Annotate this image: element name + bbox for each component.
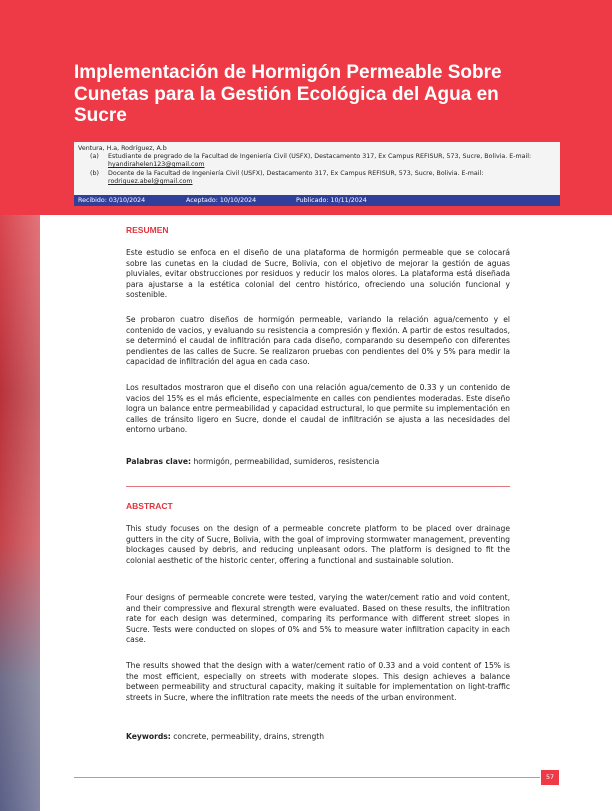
resumen-paragraph-1: Este estudio se enfoca en el diseño de una plataforma de hormigón permeable que se colocará sobre las cunetas en la ciudad de Sucre, Bolivia, con el objetivo de mejorar la gestión de aguas pluviales, evitar obstrucciones por residuos y reducir los malos olores. La plataforma está diseñada para ajustarse a la estética colonial del centro histórico, ofreciendo una solución funcional y sostenible. <box>126 248 510 300</box>
section-divider <box>126 486 510 487</box>
affiliation-label: (a) <box>90 153 99 161</box>
abstract-paragraph-2: Four designs of permeable concrete were tested, varying the water/cement ratio and void content, and their compressive and flexural strength were evaluated. Based on these results, the infiltration rate for each design was determined, comparing its performance with different street slopes in Sucre. Tests were conducted on slopes of 0% and 5% to measure water infiltration capacity in each case. <box>126 593 510 645</box>
published-date: Publicado: 10/11/2024 <box>296 197 367 204</box>
keywords-text: concrete, permeability, drains, strength <box>173 732 325 741</box>
abstract-heading: ABSTRACT <box>126 501 173 511</box>
email-link[interactable]: rodriguez.abel@gmail.com <box>108 177 193 185</box>
keywords-label: Palabras clave: <box>126 457 192 466</box>
dates-bar <box>74 195 560 206</box>
resumen-paragraph-3: Los resultados mostraron que el diseño con una relación agua/cemento de 0.33 y un contenido de vacios del 15% es el más eficiente, especialmente en calles con pendientes moderadas. Este diseño logra un balance entre permeabilidad y capacidad estructural, lo que permite su implementación en calles de tránsito ligero en Sucre, donde el caudal de infiltración se ajusta a las necesidades del entorno urbano. <box>126 383 510 435</box>
keywords-label: Keywords: <box>126 732 171 741</box>
affiliation-b <box>78 170 556 186</box>
affiliation-description: Docente de la Facultad de Ingeniería Civil (USFX), Destacamento 317, Ex Campus REFISUR, 573, Sucre, Bolivia. E-mail: <box>108 169 484 177</box>
authors-line: Ventura, H.a, Rodríguez, A.b <box>78 145 167 152</box>
affiliation-text <box>104 170 556 186</box>
received-date: Recibido: 03/10/2024 <box>78 197 146 204</box>
side-image-strip <box>0 215 40 811</box>
resumen-keywords <box>126 457 510 468</box>
accepted-date: Aceptado: 10/10/2024 <box>186 197 257 204</box>
abstract-paragraph-3: The results showed that the design with a water/cement ratio of 0.33 and a void content of 15% is the most efficient, especially on streets with moderate slopes. This design achieves a balance between permeability and structural capacity, making it suitable for implementation on light-traffic streets in Sucre, where the infiltration rate meets the needs of the urban environment. <box>126 661 510 702</box>
paper-title: Implementación de Hormigón Permeable Sobre Cunetas para la Gestión Ecológica del Agua en Sucre <box>74 62 502 126</box>
affiliation-description: Estudiante de pregrado de la Facultad de Ingeniería Civil (USFX), Destacamento 317, Ex Campus REFISUR, 573, Sucre, Bolivia. E-mail: <box>108 153 532 161</box>
content-area <box>40 215 612 811</box>
affiliation-text <box>104 153 556 169</box>
abstract-keywords <box>126 732 510 743</box>
footer-rule <box>74 777 540 778</box>
page-number: 57 <box>541 770 559 785</box>
abstract-paragraph-1: This study focuses on the design of a permeable concrete platform to be placed over drainage gutters in the city of Sucre, Bolivia, with the goal of improving stormwater management, preventing blockages caused by debris, and reducing unpleasant odors. The platform is designed to fit the colonial aesthetic of the historic center, offering a functional and sustainable solution. <box>126 524 510 565</box>
keywords-text: hormigón, permeabilidad, sumideros, resistencia <box>193 457 380 466</box>
resumen-paragraph-2: Se probaron cuatro diseños de hormigón permeable, variando la relación agua/cemento y el contenido de vacios, y evaluando su resistencia a compresión y flexión. A partir de estos resultados, se determinó el caudal de infiltración para cada diseño, comparando su desempeño con diferentes pendientes de las calles de Sucre. Se realizaron pruebas con pendientes del 0% y 5% para medir la capacidad de infiltración del agua en cada caso. <box>126 315 510 367</box>
email-link[interactable]: hyandirahelen123@gmail.com <box>108 161 205 169</box>
affiliation-a <box>78 153 556 169</box>
resumen-heading: RESUMEN <box>126 225 169 235</box>
affiliation-label: (b) <box>90 169 99 177</box>
authors-box <box>74 142 560 195</box>
side-image-fade <box>0 215 40 811</box>
